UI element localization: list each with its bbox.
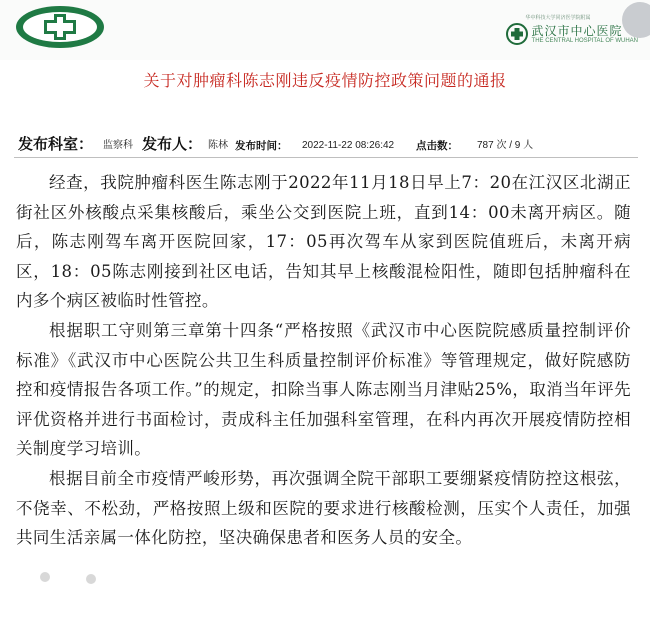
publisher-value: 陈林 (208, 140, 228, 151)
publish-time-value: 2022-11-22 08:26:42 (302, 140, 395, 151)
meta-divider (14, 157, 638, 158)
hospital-name-english: THE CENTRAL HOSPITAL OF WUHAN (531, 37, 638, 44)
body-paragraph: 根据目前全市疫情严峻形势，再次强调全院干部职工要绷紧疫情防控这根弦，不侥幸、不松劲，严格按照上级和医院的要求进行核酸检测，压实个人责任，加强共同生活亲属一体化防控，坚决确保患者和医务人员的安全。 (16, 468, 631, 548)
publisher-label: 发布人： (142, 136, 203, 153)
hospital-logo-icon (14, 4, 106, 50)
hospital-name-logo (506, 15, 638, 48)
notice-body (16, 168, 631, 553)
affiliation-text: 华中科技大学同济医学院附属 (525, 15, 591, 21)
hospital-name: 武汉市中心医院 (531, 23, 623, 38)
page-header (0, 0, 650, 60)
dept-label: 发布科室： (18, 136, 94, 153)
watermark-dot (40, 572, 50, 582)
click-count-label: 点击数： (416, 140, 458, 152)
publish-time-label: 发布时间： (235, 140, 288, 152)
notice-meta-bar (18, 134, 638, 156)
hospital-seal-icon (506, 23, 528, 45)
dept-value: 监察科 (103, 140, 133, 151)
watermark-dot (86, 574, 96, 584)
click-count-value: 787 次 / 9 人 (477, 140, 534, 151)
body-paragraph: 根据职工守则第三章第十四条“严格按照《武汉市中心医院院感质量控制评价标准》《武汉市中心医院公共卫生科质量控制评价标准》等管理规定，做好院感防控和疫情报告各项工作。”的规定，扣除当事人陈志刚当月津贴25%，取消当年评先评优资格并进行书面检讨，责成科主任加强科室管理，在科内再次开展疫情防控相关制度学习培训。 (16, 320, 631, 459)
body-paragraph: 经查，我院肿瘤科医生陈志刚于2022年11月18日早上7：20在江汉区北湖正街社区外核酸点采集核酸后，乘坐公交到医院上班，直到14：00未离开病区。随后，陈志刚驾车离开医院回家，17：05再次驾车从家到医院值班后，未离开病区，18：05陈志刚接到社区电话，告知其早上核酸混检阳性，随即包括肿瘤科在内多个病区被临时性管控。 (16, 173, 631, 311)
notice-title: 关于对肿瘤科陈志刚违反疫情防控政策问题的通报 (143, 71, 507, 90)
overlay-circle-button[interactable] (622, 2, 650, 38)
